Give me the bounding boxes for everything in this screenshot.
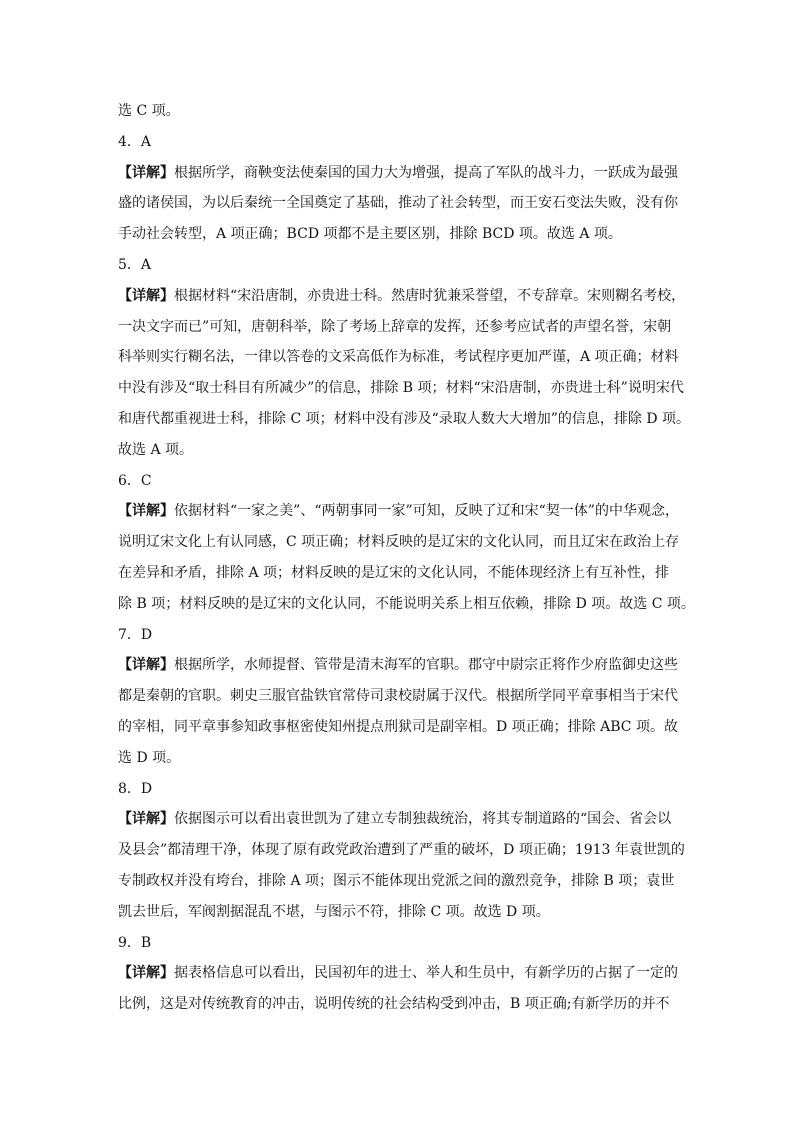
answer-9-line: 比例，这是对传统教育的冲击，说明传统的社会结构受到冲击，B 项正确;有新学历的并不 bbox=[118, 996, 670, 1013]
answer-5-line: 【详解】根据材料“宋沿唐制，亦贵进士科。然唐时犹兼采誉望，不专辞章。宋则糊名考校， bbox=[118, 287, 686, 304]
answer-explanations bbox=[118, 96, 695, 1020]
answer-8-line: 凯去世后，军阀割据混乱不堪，与图示不符，排除 C 项。故选 D 项。 bbox=[118, 903, 550, 920]
answer-6-line: 说明辽宋文化上有认同感，C 项正确；材料反映的是辽宋的文化认同，而且辽宋在政治上存 bbox=[118, 534, 680, 551]
detail-tag: 【详解】 bbox=[118, 164, 174, 181]
answer-9-number: 9．B bbox=[118, 934, 152, 951]
answer-3-tail: 选 C 项。 bbox=[118, 103, 180, 119]
answer-7-line: 选 D 项。 bbox=[118, 749, 181, 766]
detail-tag: 【详解】 bbox=[118, 503, 174, 520]
answer-5-line: 一决文字而已”可知，唐朝科举，除了考场上辞章的发挥，还参考应试者的声望名誉，宋朝 bbox=[118, 318, 672, 335]
answer-4-number: 4．A bbox=[118, 133, 152, 150]
answer-5-line: 科举则实行糊名法，一律以答卷的文采高低作为标准，考试程序更加严谨，A 项正确；材料 bbox=[118, 349, 679, 366]
answer-5-line: 和唐代都重视进士科，排除 C 项；材料中没有涉及“录取人数大大增加”的信息，排除 D 项。 bbox=[118, 410, 691, 427]
answer-6-line: 在差异和矛盾，排除 A 项；材料反映的是辽宋的文化认同，不能体现经济上有互补性，排 bbox=[118, 564, 670, 581]
answer-5-number: 5．A bbox=[118, 256, 152, 273]
answer-9-line: 【详解】据表格信息可以看出，民国初年的进士、举人和生员中，有新学历的占据了一定的 bbox=[118, 965, 678, 982]
answer-5-line: 故选 A 项。 bbox=[118, 441, 194, 458]
answer-7-number: 7．D bbox=[118, 626, 153, 643]
detail-tag: 【详解】 bbox=[118, 965, 174, 982]
answer-7-line: 的宰相，同平章事参知政事枢密使知州提点刑狱司是副宰相。D 项正确；排除 ABC 项。故 bbox=[118, 718, 678, 735]
answer-6-line: 除 B 项；材料反映的是辽宋的文化认同，不能说明关系上相互依赖，排除 D 项。故选 C 项。 bbox=[118, 595, 695, 612]
answer-8-line: 及县会”都清理干净，体现了原有政党政治遭到了严重的破坏，D 项正确；1913 年袁世凯的 bbox=[118, 842, 685, 859]
answer-4-line: 【详解】根据所学，商鞅变法使秦国的国力大为增强，提高了军队的战斗力，一跃成为最强 bbox=[118, 164, 678, 181]
answer-4-line: 盛的诸侯国，为以后秦统一全国奠定了基础，推动了社会转型，而王安石变法失败，没有你 bbox=[118, 195, 678, 212]
answer-8-number: 8．D bbox=[118, 780, 153, 797]
answer-6-number: 6．C bbox=[118, 472, 152, 489]
detail-tag: 【详解】 bbox=[118, 811, 174, 828]
detail-tag: 【详解】 bbox=[118, 287, 174, 304]
answer-6-line: 【详解】依据材料“一家之美”、“两朝事同一家”可知，反映了辽和宋“契一体”的中华观念， bbox=[118, 503, 679, 520]
answer-7-line: 都是秦朝的官职。刺史三服官盐铁官常侍司隶校尉属于汉代。根据所学同平章事相当于宋代 bbox=[118, 688, 678, 705]
answer-8-line: 专制政权并没有垮台，排除 A 项；图示不能体现出党派之间的激烈竞争，排除 B 项；袁世 bbox=[118, 872, 675, 889]
detail-tag: 【详解】 bbox=[118, 657, 174, 674]
answer-5-line: 中没有涉及“取士科目有所减少”的信息，排除 B 项；材料“宋沿唐制，亦贵进士科”说明宋代 bbox=[118, 380, 684, 397]
answer-4-line: 手动社会转型，A 项正确；BCD 项都不是主要区别，排除 BCD 项。故选 A 项。 bbox=[118, 226, 622, 243]
answer-7-line: 【详解】根据所学，水师提督、管带是清末海军的官职。郡守中尉宗正将作少府监御史这些 bbox=[118, 657, 678, 674]
answer-8-line: 【详解】依据图示可以看出袁世凯为了建立专制独裁统治，将其专制道路的“国会、省会以 bbox=[118, 811, 672, 828]
